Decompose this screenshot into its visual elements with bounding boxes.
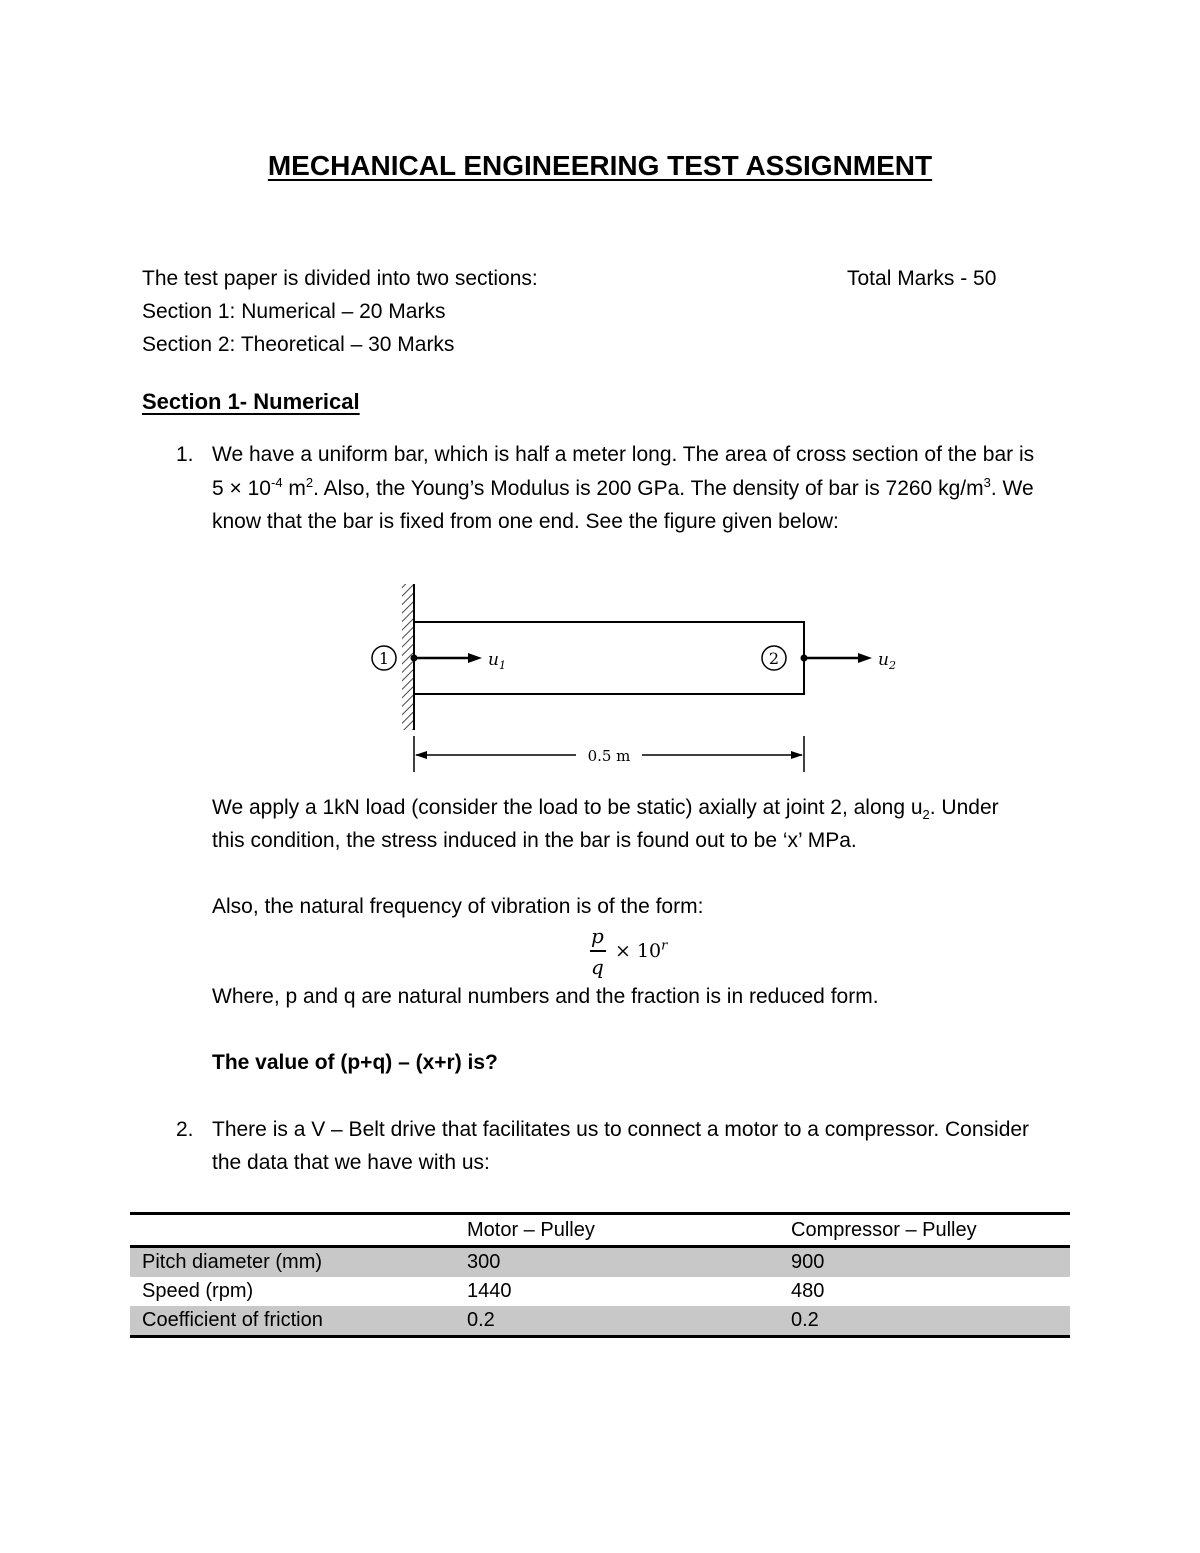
table-header-cell: Compressor – Pulley <box>779 1214 1070 1247</box>
q1-stress-line: this condition, the stress induced in the bar is found out to be ‘x’ MPa. <box>212 829 857 852</box>
svg-text:2: 2 <box>768 649 780 668</box>
table-cell: Coefficient of friction <box>130 1306 455 1337</box>
table-cell: 300 <box>455 1247 779 1278</box>
intro-line-3: Section 2: Theoretical – 30 Marks <box>142 333 455 356</box>
table-cell: 900 <box>779 1247 1070 1278</box>
formula-numerator: p <box>591 924 604 948</box>
total-marks: Total Marks - 50 <box>847 267 997 290</box>
table-cell: Speed (rpm) <box>142 1280 254 1302</box>
intro-line-2: Section 1: Numerical – 20 Marks <box>142 300 446 323</box>
intro-line-1: The test paper is divided into two sections: <box>142 267 538 290</box>
q1-line-3: know that the bar is fixed from one end. See the figure given below: <box>212 510 839 533</box>
u2-label: $u_2$ <box>878 650 896 672</box>
bar-figure <box>360 578 920 778</box>
section-1-heading: Section 1- Numerical <box>142 389 360 414</box>
table-cell: 0.2 <box>455 1306 779 1337</box>
table-header-row <box>130 1214 1070 1247</box>
q2-line-2: the data that we have with us: <box>212 1151 490 1174</box>
page-title: MECHANICAL ENGINEERING TEST ASSIGNMENT <box>267 150 933 181</box>
q2-number: 2. <box>176 1118 194 1141</box>
table-row <box>130 1277 1070 1306</box>
u2-arrow <box>804 653 872 663</box>
node-2-marker <box>762 646 786 670</box>
table-header-cell: Motor – Pulley <box>455 1214 779 1247</box>
length-label: 0.5 m <box>587 747 631 765</box>
q1-frequency-line: Also, the natural frequency of vibration is of the form: <box>212 895 704 918</box>
table-cell: 0.2 <box>779 1306 1070 1337</box>
q1-load-line: We apply a 1kN load (consider the load to be static) axially at joint 2, along $u_2$. Under <box>212 796 999 823</box>
table-cell: 1440 <box>467 1280 512 1302</box>
table-cell: Pitch diameter (mm) <box>130 1247 455 1278</box>
table-cell: 480 <box>791 1280 825 1302</box>
u1-label: $u_1$ <box>488 650 506 672</box>
q2-line-1: There is a V – Belt drive that facilitates us to connect a motor to a compressor. Consider <box>212 1118 1030 1141</box>
table-row <box>130 1247 1070 1278</box>
u1-arrow <box>414 653 482 663</box>
formula-denominator: q <box>591 955 604 979</box>
belt-drive-data-table <box>130 1212 1070 1338</box>
table-header-cell <box>130 1214 455 1247</box>
formula-fraction-bar <box>590 950 606 952</box>
svg-text:1: 1 <box>378 649 390 668</box>
q1-number: 1. <box>176 443 194 466</box>
node-1-marker <box>372 646 396 670</box>
formula-power: × 10$^r$ <box>615 938 668 962</box>
q1-question: The value of (p+q) – (x+r) is? <box>212 1051 498 1074</box>
q1-line-2: $5 \times 10^{-4}$ $m^2$. Also, the Young’s Modulus is 200 GPa. The density of bar is 7260 $kg/m^3$. We <box>212 475 1034 500</box>
q1-line-1: We have a uniform bar, which is half a meter long. The area of cross section of the bar is <box>212 443 1035 466</box>
table-row <box>130 1306 1070 1337</box>
q1-where-line: Where, p and q are natural numbers and the fraction is in reduced form. <box>212 985 879 1008</box>
